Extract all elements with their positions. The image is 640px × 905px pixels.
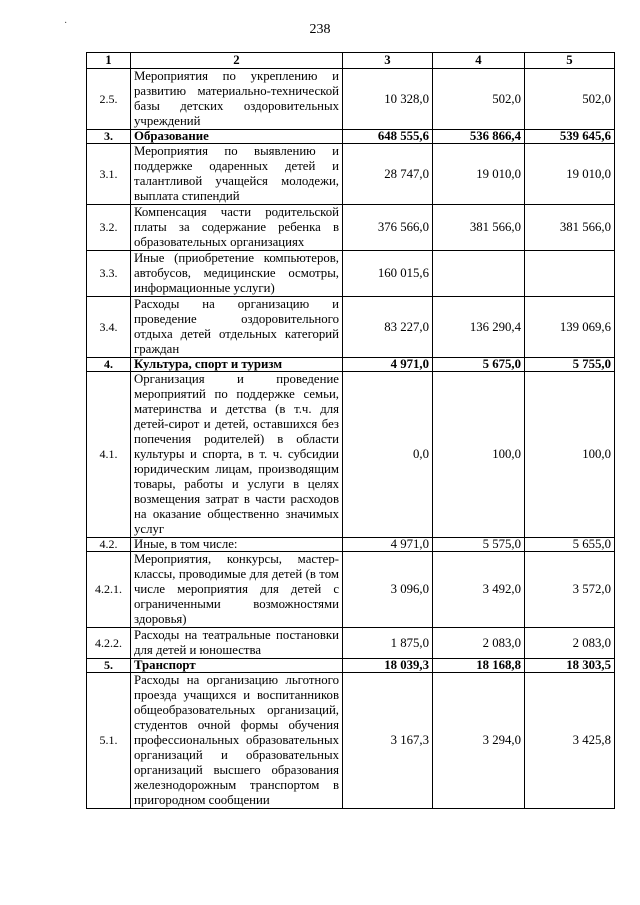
table-row <box>87 69 615 130</box>
row-value-col3: 0,0 <box>343 372 433 538</box>
row-value-col3: 3 096,0 <box>343 552 433 628</box>
table-row <box>87 297 615 358</box>
table-row <box>87 372 615 538</box>
row-value-col4 <box>433 251 525 297</box>
row-value-col4: 381 566,0 <box>433 205 525 251</box>
budget-table <box>86 52 615 809</box>
page-number: 238 <box>309 22 331 37</box>
header-col-4: 4 <box>433 53 525 69</box>
section-value-col5: 539 645,6 <box>525 130 615 144</box>
section-number: 5. <box>87 659 131 673</box>
row-value-col3: 28 747,0 <box>343 144 433 205</box>
row-description: Организация и проведение мероприятий по поддержке семьи, материнства и детства (в т.ч. для детей-сирот и детей, оставшихся без попечения родителей) в области культуры и спорта, в т. ч. субсидии юридическим лицам, производящим товары, работы и услуги в целях возмещения затрат в части расходов на оказание общественно значимых услуг <box>131 372 343 538</box>
row-number: 5.1. <box>87 673 131 809</box>
header-col-3: 3 <box>343 53 433 69</box>
row-description: Мероприятия по выявлению и поддержке одаренных детей и талантливой учащейся молодежи, выплата стипендий <box>131 144 343 205</box>
row-number: 4.2. <box>87 538 131 552</box>
section-row <box>87 358 615 372</box>
row-number: 4.2.2. <box>87 628 131 659</box>
table-row <box>87 552 615 628</box>
section-title: Транспорт <box>131 659 343 673</box>
row-description: Мероприятия по укреплению и развитию материально-технической базы детских оздоровительных учреждений <box>131 69 343 130</box>
row-description: Расходы на театральные постановки для детей и юношества <box>131 628 343 659</box>
section-value-col3: 648 555,6 <box>343 130 433 144</box>
row-description: Иные (приобретение компьютеров, автобусов, медицинские осмотры, информационные услуги) <box>131 251 343 297</box>
row-value-col5: 502,0 <box>525 69 615 130</box>
row-value-col4: 3 492,0 <box>433 552 525 628</box>
section-value-col4: 536 866,4 <box>433 130 525 144</box>
row-number: 3.1. <box>87 144 131 205</box>
row-value-col5: 139 069,6 <box>525 297 615 358</box>
section-number: 4. <box>87 358 131 372</box>
row-description: Иные, в том числе: <box>131 538 343 552</box>
section-value-col5: 18 303,5 <box>525 659 615 673</box>
row-number: 4.1. <box>87 372 131 538</box>
section-row <box>87 659 615 673</box>
row-value-col4: 3 294,0 <box>433 673 525 809</box>
table-row <box>87 144 615 205</box>
table-row <box>87 205 615 251</box>
row-description: Компенсация части родительской платы за содержание ребенка в образовательных организациях <box>131 205 343 251</box>
row-value-col3: 160 015,6 <box>343 251 433 297</box>
row-value-col4: 100,0 <box>433 372 525 538</box>
row-value-col5: 3 425,8 <box>525 673 615 809</box>
row-value-col5: 3 572,0 <box>525 552 615 628</box>
section-title: Культура, спорт и туризм <box>131 358 343 372</box>
header-col-1: 1 <box>87 53 131 69</box>
row-number: 2.5. <box>87 69 131 130</box>
scan-mark: · <box>64 18 68 29</box>
row-number: 3.2. <box>87 205 131 251</box>
row-value-col5: 100,0 <box>525 372 615 538</box>
row-value-col3: 4 971,0 <box>343 538 433 552</box>
section-row <box>87 130 615 144</box>
section-value-col5: 5 755,0 <box>525 358 615 372</box>
row-number: 4.2.1. <box>87 552 131 628</box>
section-number: 3. <box>87 130 131 144</box>
row-value-col4: 502,0 <box>433 69 525 130</box>
row-number: 3.4. <box>87 297 131 358</box>
section-value-col4: 5 675,0 <box>433 358 525 372</box>
row-value-col5: 5 655,0 <box>525 538 615 552</box>
row-value-col3: 83 227,0 <box>343 297 433 358</box>
row-number: 3.3. <box>87 251 131 297</box>
row-value-col3: 10 328,0 <box>343 69 433 130</box>
row-value-col5 <box>525 251 615 297</box>
header-col-5: 5 <box>525 53 615 69</box>
table-header-row <box>87 53 615 69</box>
table-row <box>87 673 615 809</box>
row-value-col4: 136 290,4 <box>433 297 525 358</box>
row-value-col4: 5 575,0 <box>433 538 525 552</box>
row-value-col5: 381 566,0 <box>525 205 615 251</box>
header-col-2: 2 <box>131 53 343 69</box>
row-value-col3: 1 875,0 <box>343 628 433 659</box>
row-value-col4: 19 010,0 <box>433 144 525 205</box>
row-value-col3: 376 566,0 <box>343 205 433 251</box>
section-value-col3: 4 971,0 <box>343 358 433 372</box>
section-value-col3: 18 039,3 <box>343 659 433 673</box>
row-value-col4: 2 083,0 <box>433 628 525 659</box>
table-row <box>87 251 615 297</box>
row-value-col3: 3 167,3 <box>343 673 433 809</box>
section-title: Образование <box>131 130 343 144</box>
row-description: Расходы на организацию льготного проезда учащихся и воспитанников общеобразовательных организаций, студентов очной формы обучения профессиональных образовательных организаций и образовательных организаций высшего образования железнодорожным транспортом в пригородном сообщении <box>131 673 343 809</box>
row-description: Мероприятия, конкурсы, мастер-классы, проводимые для детей (в том числе мероприятия для детей с ограниченными возможностями здоровья) <box>131 552 343 628</box>
row-value-col5: 19 010,0 <box>525 144 615 205</box>
row-description: Расходы на организацию и проведение оздоровительного отдыха детей отдельных категорий граждан <box>131 297 343 358</box>
table-row <box>87 628 615 659</box>
table-row <box>87 538 615 552</box>
section-value-col4: 18 168,8 <box>433 659 525 673</box>
row-value-col5: 2 083,0 <box>525 628 615 659</box>
